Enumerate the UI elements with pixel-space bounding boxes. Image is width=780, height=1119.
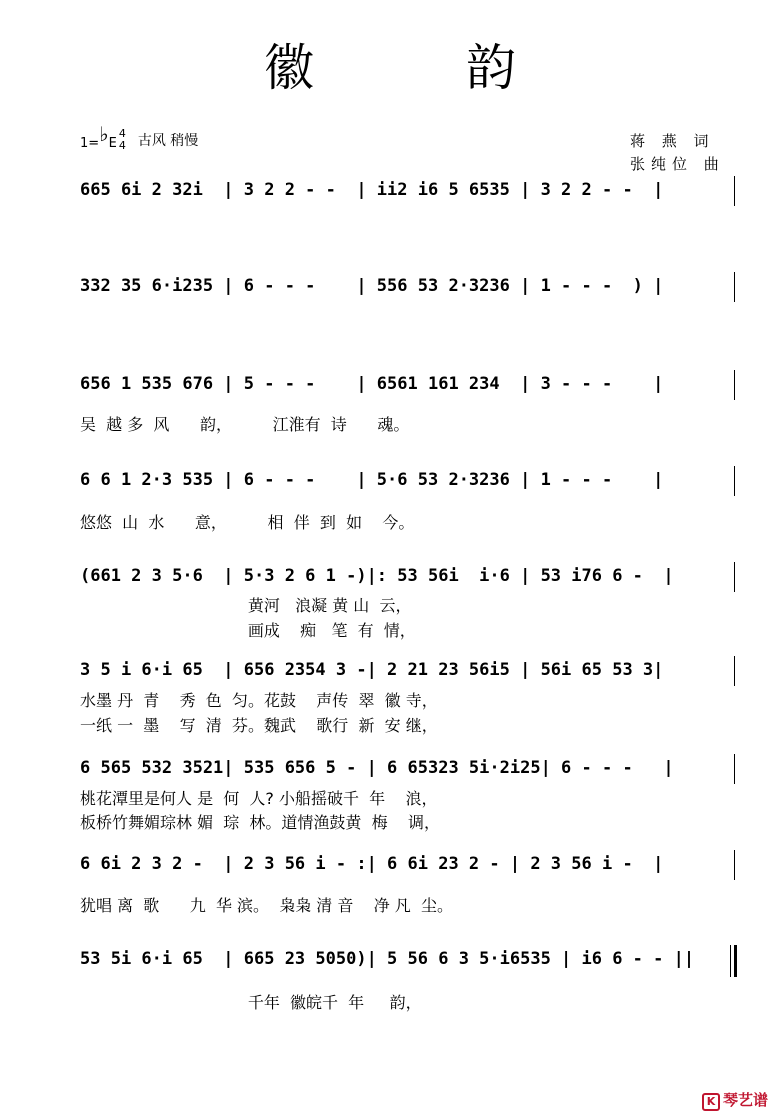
time-beats: 4 (118, 126, 126, 140)
lyric-line-7b: 板桥竹舞媚琮林 媚 琮 林。道情渔鼓黄 梅 调， (80, 813, 440, 832)
watermark-logo (702, 1089, 768, 1111)
logo-icon: K (702, 1093, 720, 1111)
barline-end-6 (734, 656, 735, 686)
barline-final-thin (730, 945, 731, 977)
key-signature (80, 122, 199, 156)
lyric-line-8: 犹唱 离 歌 九 华 滨。 枭枭 清 音 净 凡 尘。 (80, 896, 453, 915)
barline-end-3 (734, 370, 735, 400)
notation-system-2: 332 35 6·i235 | 6 - - - | 556 53 2·3236 | 1 - - - ) | (80, 276, 664, 296)
barline-end-4 (734, 466, 735, 496)
lyric-line-5a: 黄河 浪凝 黄 山 云， (80, 596, 412, 615)
notation-system-5: (661 2 3 5·6 | 5·3 2 6 1 -)|: 53 56i i·6 | 53 i76 6 - | (80, 566, 674, 586)
song-title: 徽 韵 (264, 39, 584, 97)
lyric-line-6b: 一纸 一 墨 写 清 芬。魏武 歌行 新 安 继， (80, 716, 438, 735)
lyric-line-6a: 水墨 丹 青 秀 色 匀。花鼓 声传 翠 徽 寺， (80, 691, 438, 710)
watermark-text: 琴艺谱 (722, 1091, 768, 1109)
composer-credit: 张纯位 曲 (630, 155, 725, 173)
notation-system-4: 6 6 1 2·3 535 | 6 - - - | 5·6 53 2·3236 | 1 - - - | (80, 470, 664, 490)
barline-end-2 (734, 272, 735, 302)
lyric-line-4: 悠悠 山 水 意， 相 伴 到 如 今。 (80, 513, 415, 532)
lyric-line-7a: 桃花潭里是何人 是 何 人? 小船摇破千 年 浪， (80, 789, 438, 808)
key-prefix: 1= (80, 136, 100, 151)
flat-icon: ♭ (99, 122, 109, 146)
notation-system-1: 665 6i 2 32i | 3 2 2 - - | ii2 i6 5 6535 | 3 2 2 - - | (80, 180, 664, 200)
time-unit: 4 (118, 138, 126, 152)
notation-system-7: 6 565 532 3521| 535 656 5 - | 6 65323 5i·2i25| 6 - - - | (80, 758, 674, 778)
barline-end-7 (734, 754, 735, 784)
tempo-marking: 古风 稍慢 (137, 133, 199, 149)
barline-end-8 (734, 850, 735, 880)
lyric-line-3: 吴 越 多 风 韵， 江淮有 诗 魂。 (80, 415, 410, 434)
barline-end-1 (734, 176, 735, 206)
lyricist-credit: 蒋 燕 词 (630, 132, 715, 150)
time-signature (119, 128, 126, 152)
barline-end-5 (734, 562, 735, 592)
lyric-line-9: 千年 徽皖千 年 韵， (80, 993, 422, 1012)
lyric-line-5b: 画成 痴 笔 有 情， (80, 621, 416, 640)
barline-final-thick (734, 945, 737, 977)
notation-system-3: 656 1 535 676 | 5 - - - | 6561 161 234 | 3 - - - | (80, 374, 664, 394)
notation-system-8: 6 6i 2 3 2 - | 2 3 56 i - :| 6 6i 23 2 - | 2 3 56 i - | (80, 854, 664, 874)
notation-system-9: 53 5i 6·i 65 | 665 23 5050)| 5 56 6 3 5·i6535 | i6 6 - - || (80, 949, 695, 969)
key-tonic: E (108, 136, 117, 151)
notation-system-6: 3 5 i 6·i 65 | 656 2354 3 -| 2 21 23 56i5 | 56i 65 53 3| (80, 660, 664, 680)
